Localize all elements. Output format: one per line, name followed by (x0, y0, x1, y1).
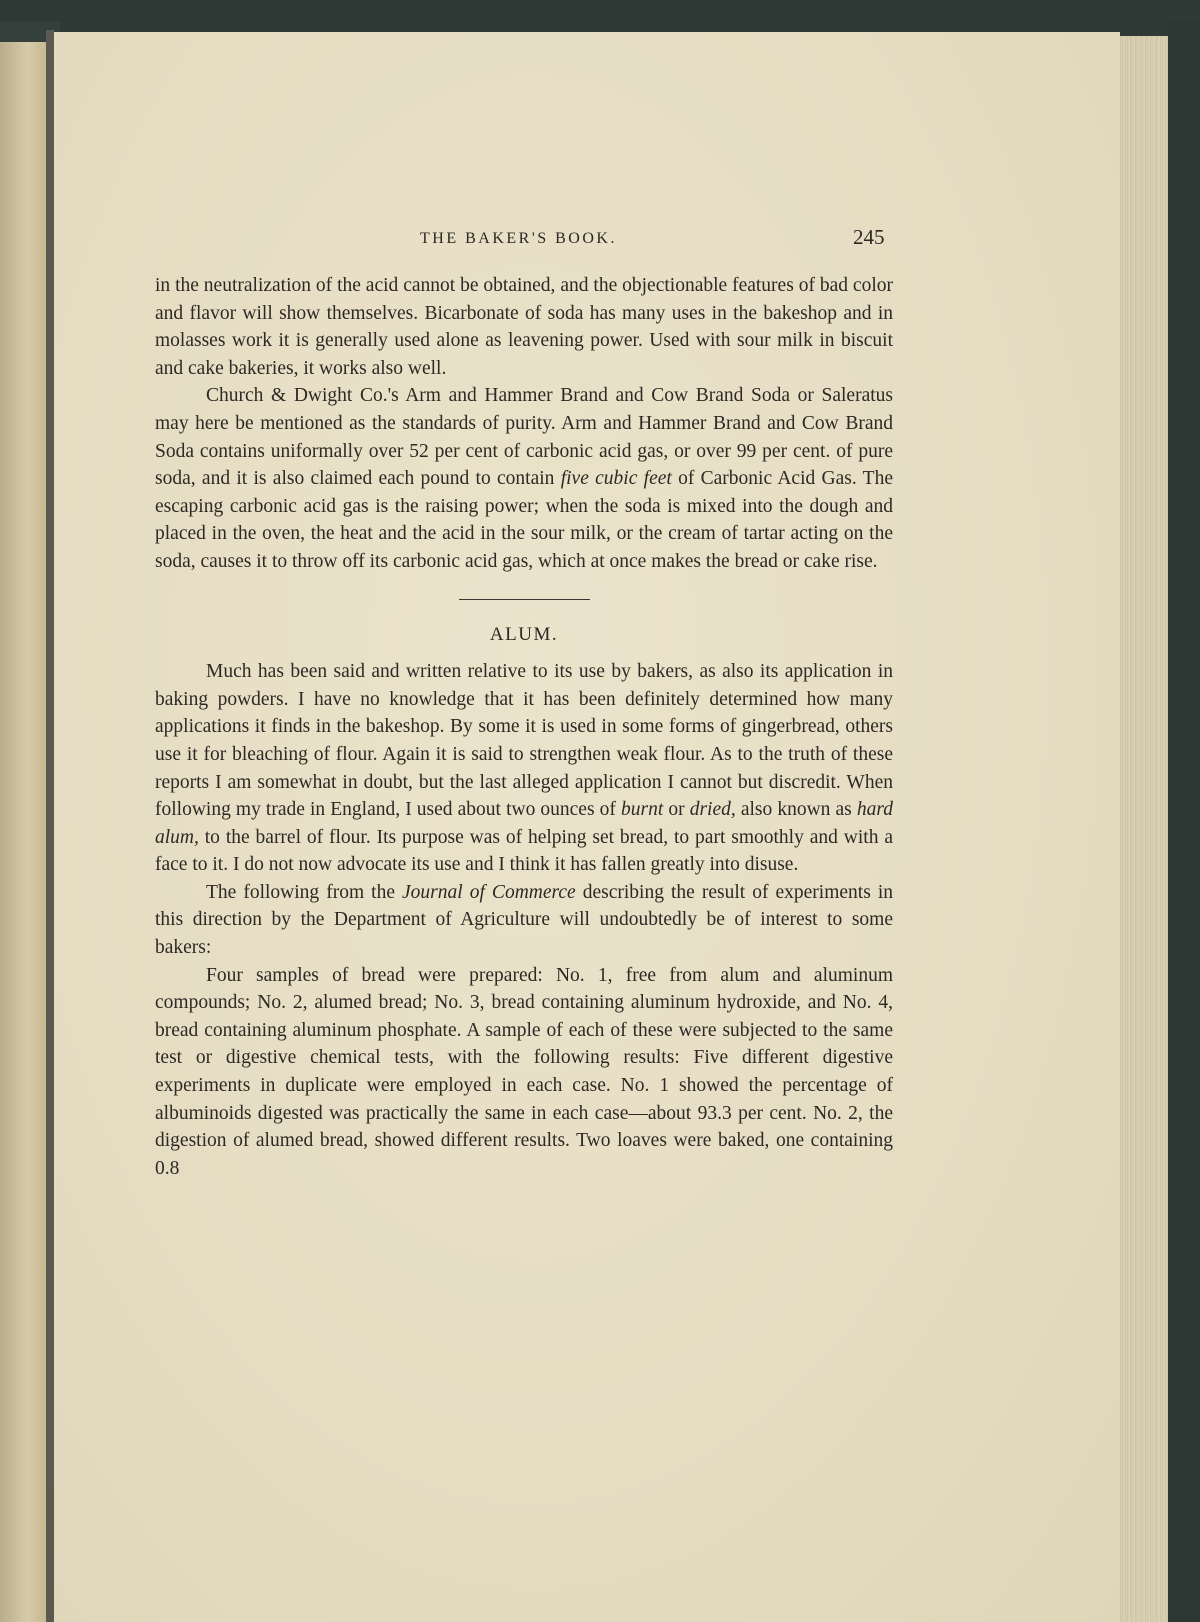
paragraph-text: describing the result of experiments in this direction by the Department of Agriculture will undoubtedly be of interest to some bakers: (155, 881, 893, 959)
running-head (54, 225, 1120, 258)
paragraph-text: The following from the (206, 881, 403, 903)
paragraph (155, 879, 893, 962)
book-page (54, 32, 1120, 1622)
header-title: THE BAKER'S BOOK. (420, 230, 617, 247)
section-divider (459, 599, 590, 600)
paragraph: in the neutralization of the acid cannot be obtained, and the objectionable features of bad color and flavor will show themselves. Bicarbonate of soda has many uses in the bakeshop and in molasses work it is generally used alone as leavening power. Used with sour milk in biscuit and cake bakeries, it works also well. (155, 275, 893, 379)
emphasis-text: hard alum, (155, 799, 893, 848)
paragraph-text: or (663, 799, 690, 821)
paragraph (155, 658, 893, 879)
paragraph-text: Church & Dwight Co.'s Arm and Hammer Brand and Cow Brand Soda or Saleratus may here be mentioned as the standards of purity. Arm and Hammer Brand and Cow Brand Soda contains uniformally over 52 per cent of carbonic acid gas, or over 99 per cent. of pure soda, and it is also claimed each pound to contain (155, 385, 893, 490)
paragraph-text: Much has been said and written relative to its use by bakers, as also its application in baking powders. I have no knowledge that it has been definitely determined how many applications it finds in the bakeshop. By some it is used in some forms of gingerbread, others use it for bleaching of flour. Again it is said to strengthen weak flour. As to the truth of these reports I am somewhat in doubt, but the last alleged application I cannot but discredit. When following my trade in England, I used about two ounces of (155, 661, 893, 821)
book-gutter (46, 30, 54, 1622)
emphasis-text: Journal of Commerce (402, 881, 576, 903)
emphasis-text: dried, (689, 799, 736, 821)
emphasis-text: burnt (621, 799, 664, 821)
section-heading: ALUM. (489, 623, 559, 645)
left-page-edge (0, 42, 46, 1622)
paragraph-text: of Carbonic Acid Gas. The escaping carbonic acid gas is the raising power; when the soda is mixed into the dough and placed in the oven, the heat and the acid in the sour milk, or the cream of tartar acting on the soda, causes it to throw off its carbonic acid gas, which at once makes the bread or cake rise. (155, 468, 893, 572)
book-cover-right (1168, 20, 1200, 1622)
emphasis-text: five cubic feet (560, 468, 672, 490)
paragraph-text: also known as (735, 799, 857, 821)
paragraph: Four samples of bread were prepared: No. 1, free from alum and aluminum compounds; No. 2, alumed bread; No. 3, bread containing aluminum hydroxide, and No. 4, bread containing aluminum phosphate. A sample of each of these were subjected to the same test or digestive chemical tests, with the following results: Five different digestive experiments in duplicate were employed in each case. No. 1 showed the percentage of albuminoids digested was practically the same in each case—about 93.3 per cent. No. 2, the digestion of alumed bread, showed different results. Two loaves were baked, one containing 0.8 (155, 964, 893, 1179)
text-block (155, 272, 893, 1182)
paragraph (155, 382, 893, 575)
paragraph-text: to the barrel of flour. Its purpose was of helping set bread, to part smoothly and with a face to it. I do not now advocate its use and I think it has fallen greatly into disuse. (155, 826, 893, 876)
page-number: 245 (853, 225, 885, 249)
